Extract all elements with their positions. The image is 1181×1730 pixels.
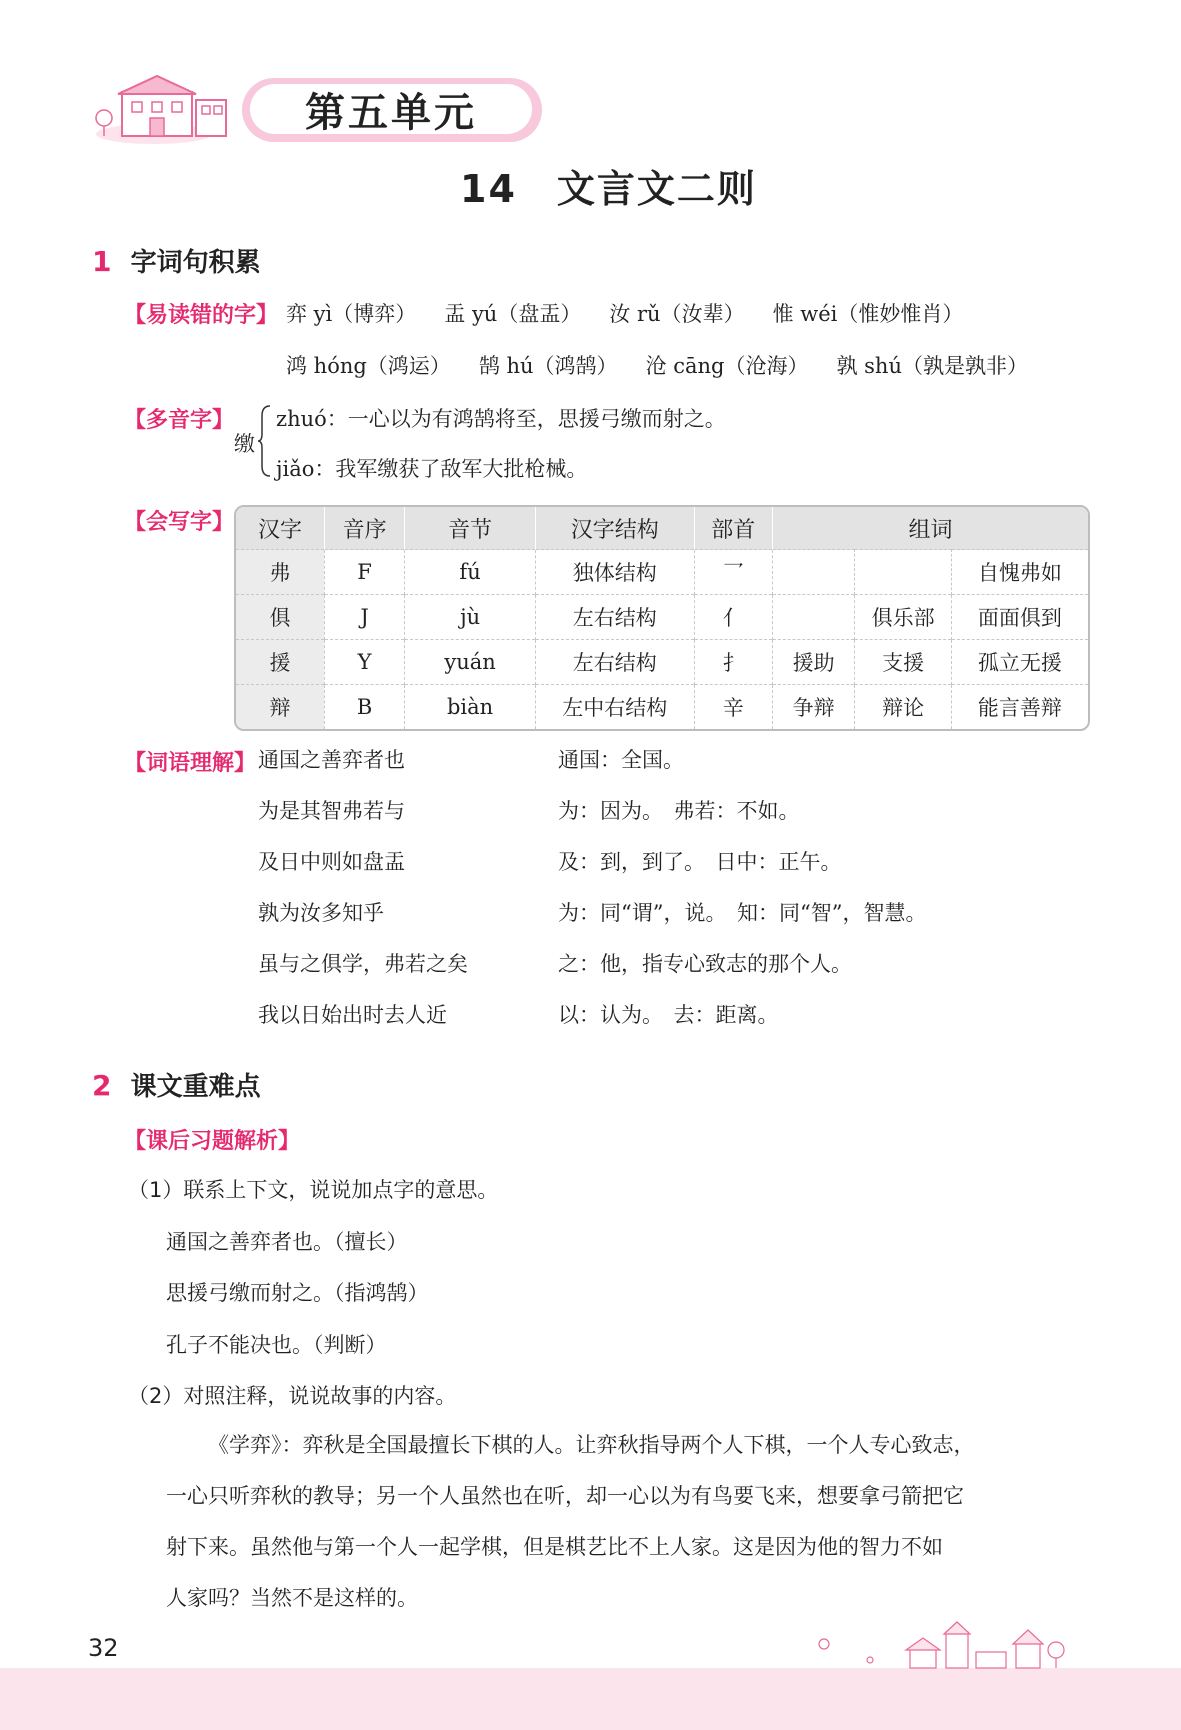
- unit-title: 第五单元: [305, 89, 477, 136]
- table-header: 组词: [772, 507, 1088, 550]
- table-cell: 援: [236, 640, 324, 685]
- answer-line: 射下来。虽然他与第一个人一起学棋，但是棋艺比不上人家。这是因为他的智力不如: [166, 1535, 943, 1559]
- q1-answer: 孔子不能决也。（判断）: [166, 1333, 387, 1357]
- vocab-phrase: 我以日始出时去人近: [258, 1003, 447, 1027]
- answer-line: 人家吗？当然不是这样的。: [166, 1586, 418, 1610]
- table-cell: 左右结构: [535, 640, 694, 685]
- easy-misread-line2: [286, 350, 1028, 380]
- table-cell: jù: [405, 595, 536, 640]
- brace-icon: [258, 404, 272, 478]
- table-cell: J: [324, 595, 404, 640]
- section1-heading: [92, 242, 261, 279]
- table-row: [236, 685, 1088, 730]
- section1-title: 字词句积累: [130, 248, 261, 278]
- section2-heading: [92, 1066, 261, 1103]
- misread-item: 盂 yú（盘盂）: [444, 302, 582, 326]
- table-cell: 孤立无援: [951, 640, 1088, 685]
- vocab-list: [258, 744, 1098, 1050]
- section2-number: 2: [92, 1069, 112, 1102]
- misread-item: 惟 wéi（惟妙惟肖）: [772, 302, 964, 326]
- vocab-phrase: 孰为汝多知乎: [258, 901, 384, 925]
- q1-answer: 通国之善弈者也。（擅长）: [166, 1230, 408, 1254]
- vocab-meaning: 为：同“谓”，说。 知：同“智”，智慧。: [558, 901, 927, 925]
- question-1: （1）联系上下文，说说加点字的意思。: [128, 1178, 499, 1202]
- table-cell: [855, 550, 951, 595]
- vocab-item: [258, 999, 1098, 1050]
- school-building-icon: [92, 72, 242, 148]
- vocab-meaning: 以：认为。 去：距离。: [558, 1003, 779, 1027]
- table-cell: yuán: [405, 640, 536, 685]
- table-cell: biàn: [405, 685, 536, 730]
- table-cell: 支援: [855, 640, 951, 685]
- misread-item: 汝 rǔ（汝辈）: [609, 302, 745, 326]
- polyphone-char: 缴: [234, 432, 255, 456]
- vocab-phrase: 为是其智弗若与: [258, 799, 405, 823]
- easy-misread-tag: 【易读错的字】: [124, 303, 279, 328]
- table-cell: 争辩: [772, 685, 854, 730]
- q2-answer: [166, 1420, 1096, 1624]
- table-row: [236, 640, 1088, 685]
- answer-line: 《学弈》：弈秋是全国最擅长下棋的人。让弈秋指导两个人下棋，一个人专心致志，: [208, 1433, 975, 1457]
- table-header: 音序: [324, 507, 404, 550]
- vocab-item: [258, 846, 1098, 897]
- table-cell: B: [324, 685, 404, 730]
- table-cell: 左中右结构: [535, 685, 694, 730]
- footer-town-icon: [810, 1620, 1070, 1670]
- table-cell: 弗: [236, 550, 324, 595]
- vocab-phrase: 通国之善弈者也: [258, 748, 405, 772]
- misread-item: 弈 yì（博弈）: [286, 302, 417, 326]
- answer-line: 一心只听弈秋的教导；另一个人虽然也在听，却一心以为有鸟要飞来，想要拿弓箭把它: [166, 1484, 964, 1508]
- unit-banner: [92, 72, 477, 148]
- vocab-item: [258, 744, 1098, 795]
- table-header: 汉字结构: [535, 507, 694, 550]
- table-header: 汉字: [236, 507, 324, 550]
- misread-item: 鹄 hú（鸿鹄）: [478, 354, 618, 378]
- table-cell: 俱乐部: [855, 595, 951, 640]
- table-row: [236, 550, 1088, 595]
- easy-misread-line1: [286, 298, 963, 328]
- table-cell: 面面俱到: [951, 595, 1088, 640]
- vocab-tag: 【词语理解】: [124, 751, 257, 776]
- misread-item: 鸿 hóng（鸿运）: [286, 354, 451, 378]
- table-cell: 援助: [772, 640, 854, 685]
- table-cell: fú: [405, 550, 536, 595]
- table-cell: [772, 595, 854, 640]
- vocab-meaning: 及：到，到了。 日中：正午。: [558, 850, 842, 874]
- vocab-item: [258, 948, 1098, 999]
- table-header: 部首: [694, 507, 772, 550]
- table-cell: 扌: [694, 640, 772, 685]
- polyphone-tag: 【多音字】: [124, 408, 235, 433]
- question-2: （2）对照注释，说说故事的内容。: [128, 1384, 457, 1408]
- table-cell: 亻: [694, 595, 772, 640]
- vocab-phrase: 虽与之俱学，弗若之矣: [258, 952, 468, 976]
- vocab-item: [258, 795, 1098, 846]
- character-table: [234, 505, 1090, 731]
- table-header-row: [236, 507, 1088, 550]
- polyphone-reading2: jiǎo：我军缴获了敌军大批枪械。: [276, 457, 588, 481]
- vocab-item: [258, 897, 1098, 948]
- q1-answer: 思援弓缴而射之。（指鸿鹄）: [166, 1281, 429, 1305]
- table-cell: [772, 550, 854, 595]
- table-cell: Y: [324, 640, 404, 685]
- section1-number: 1: [92, 245, 112, 278]
- table-cell: 俱: [236, 595, 324, 640]
- misread-item: 沧 cāng（沧海）: [645, 354, 809, 378]
- unit-title-pill: [242, 78, 542, 142]
- footer-band: [0, 1668, 1181, 1730]
- page-number: 32: [88, 1634, 119, 1662]
- table-cell: 辩: [236, 685, 324, 730]
- misread-item: 孰 shú（孰是孰非）: [836, 354, 1028, 378]
- lesson-title: 14 文言文二则: [460, 167, 757, 211]
- table-cell: F: [324, 550, 404, 595]
- table-cell: 左右结构: [535, 595, 694, 640]
- section2-title: 课文重难点: [130, 1072, 261, 1102]
- vocab-phrase: 及日中则如盘盂: [258, 850, 405, 874]
- vocab-meaning: 为：因为。 弗若：不如。: [558, 799, 800, 823]
- table-cell: 辩论: [855, 685, 951, 730]
- table-cell: 能言善辩: [951, 685, 1088, 730]
- table-cell: 辛: [694, 685, 772, 730]
- polyphone-reading1: zhuó：一心以为有鸿鹄将至，思援弓缴而射之。: [276, 407, 726, 431]
- exercise-tag: 【课后习题解析】: [124, 1129, 301, 1154]
- table-row: [236, 595, 1088, 640]
- table-cell: 自愧弗如: [951, 550, 1088, 595]
- table-cell: 乛: [694, 550, 772, 595]
- vocab-meaning: 之：他，指专心致志的那个人。: [558, 952, 852, 976]
- vocab-meaning: 通国：全国。: [558, 748, 684, 772]
- table-cell: 独体结构: [535, 550, 694, 595]
- write-tag: 【会写字】: [124, 510, 235, 535]
- table-header: 音节: [405, 507, 536, 550]
